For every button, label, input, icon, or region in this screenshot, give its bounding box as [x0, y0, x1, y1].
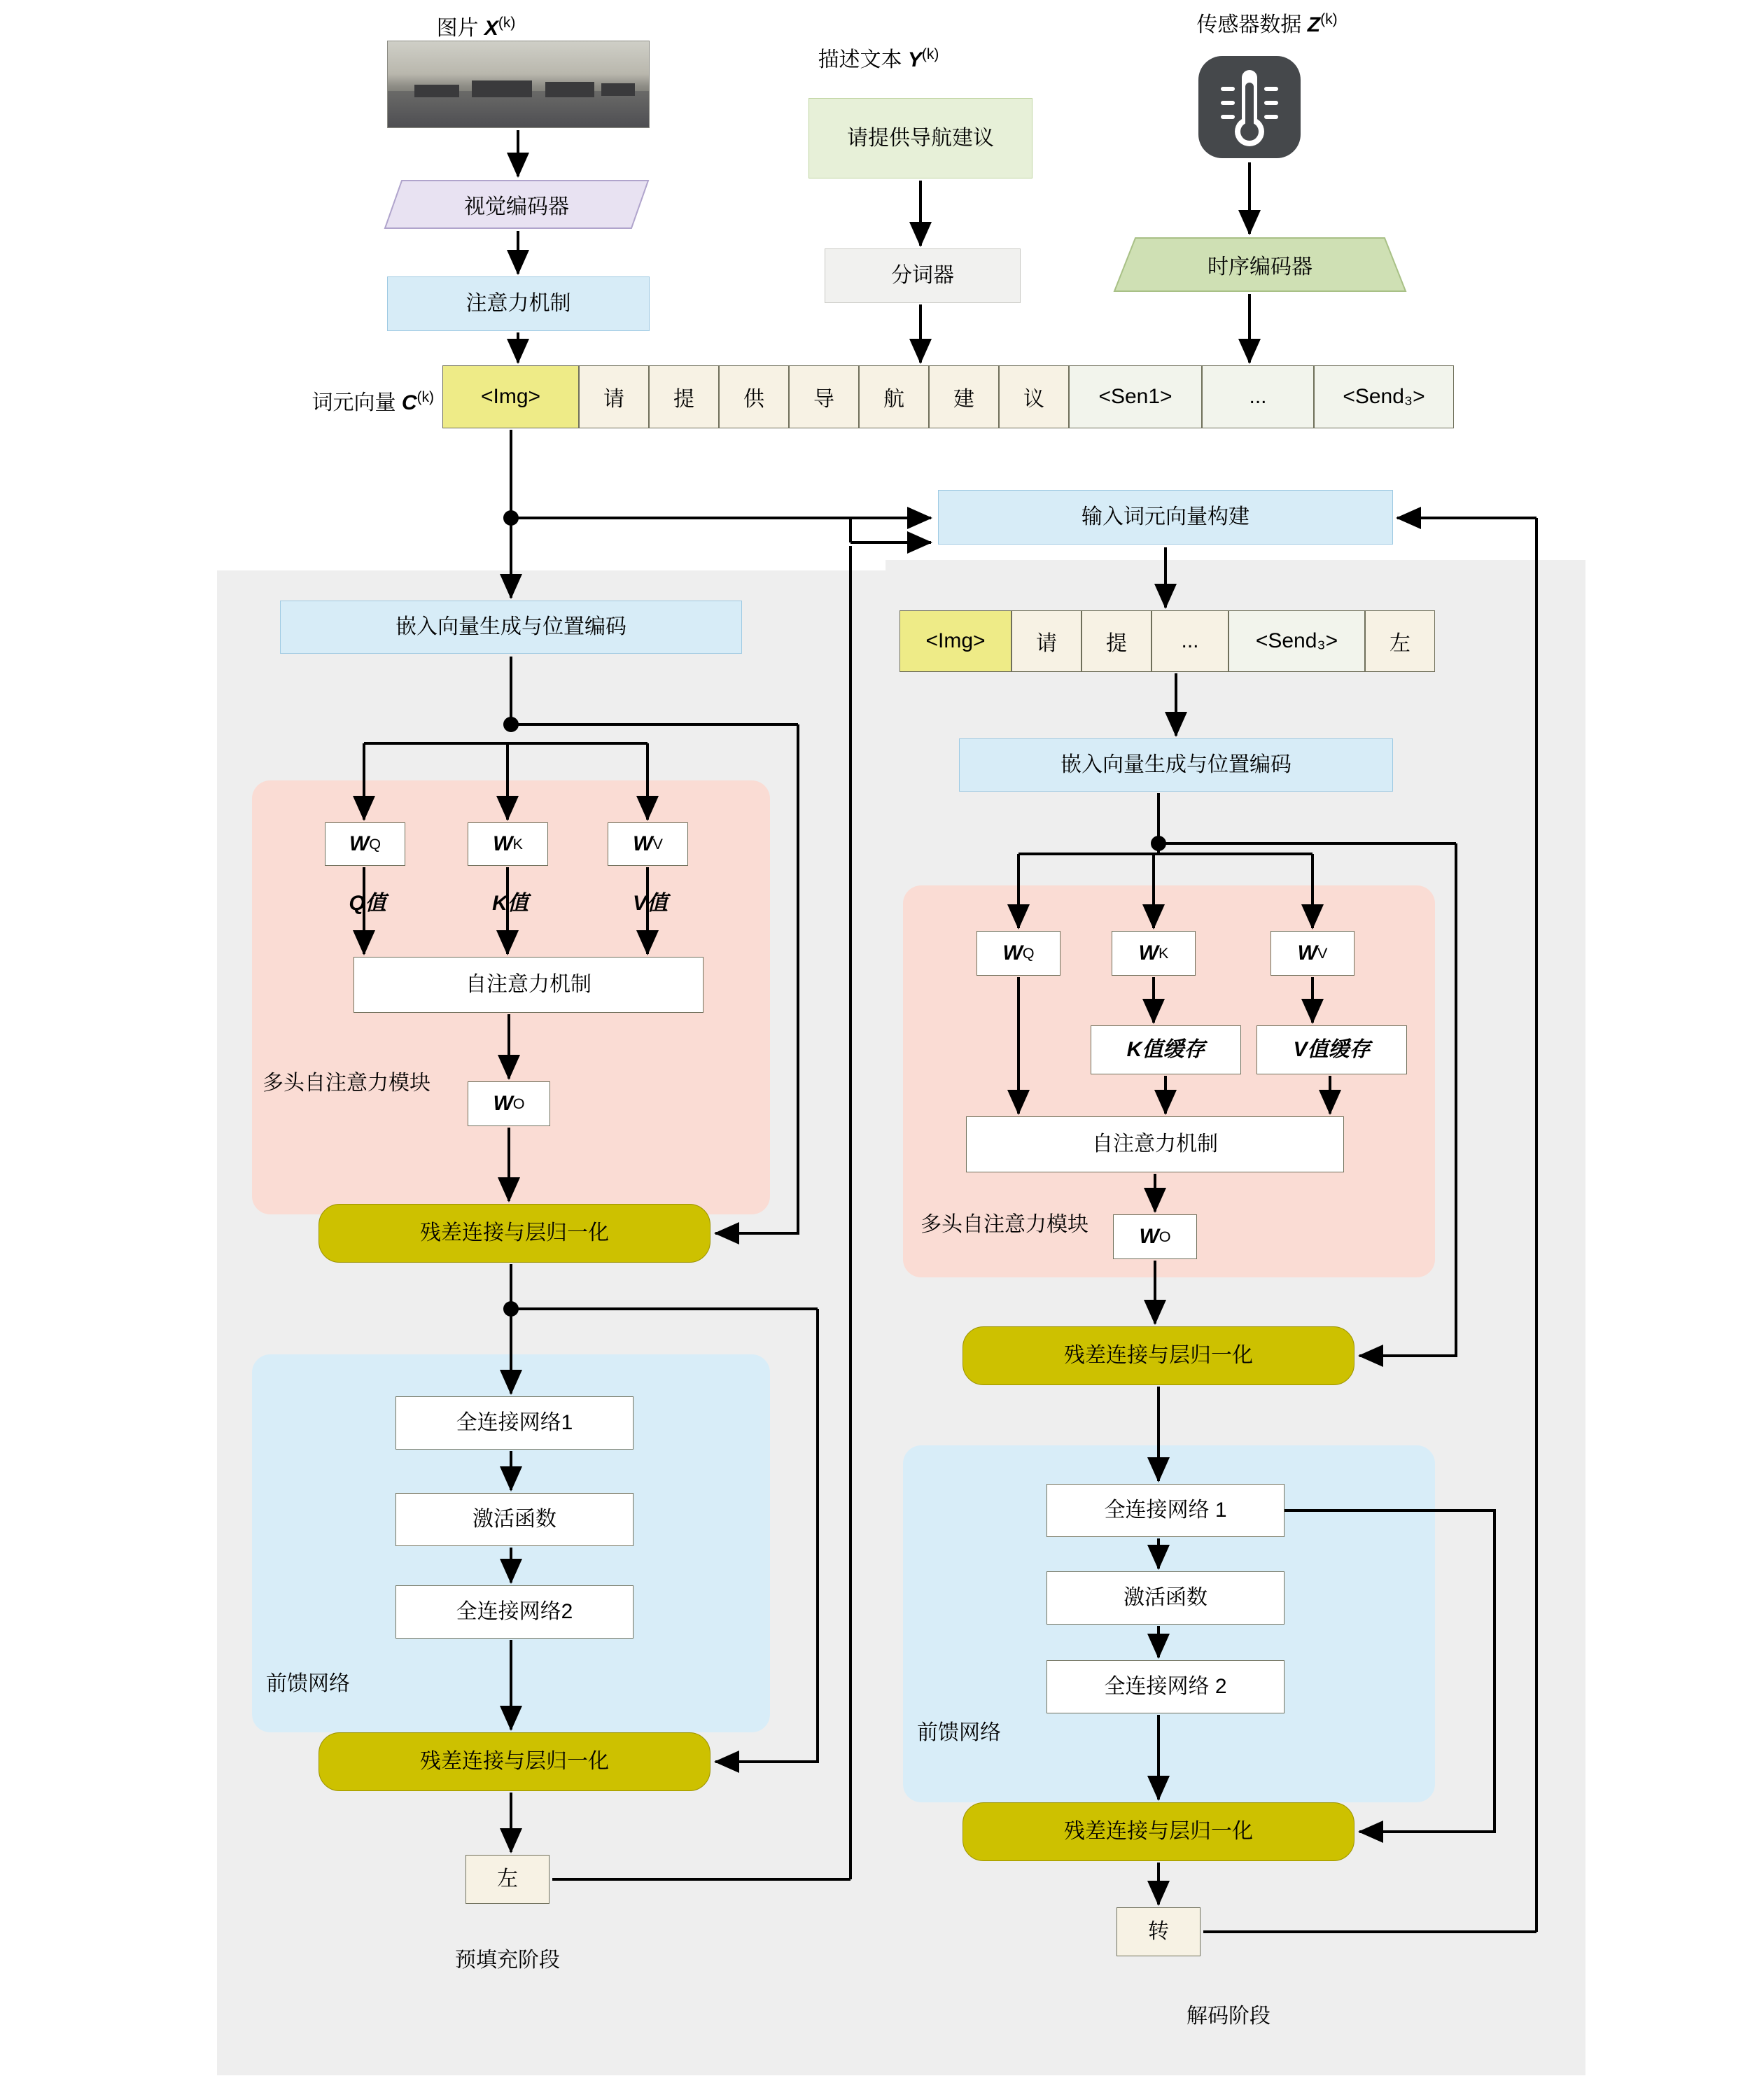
tokenizer-box: 分词器 — [825, 248, 1021, 303]
decode-k-cache-box: K值缓存 — [1091, 1025, 1241, 1074]
vision-encoder-label: 视觉编码器 — [464, 195, 569, 218]
decode-v-cache-box: V值缓存 — [1256, 1025, 1407, 1074]
prefill-activation-box: 激活函数 — [396, 1493, 634, 1546]
image-ship-4 — [601, 83, 635, 96]
prefill-ffn-block-label: 前馈网络 — [266, 1672, 350, 1695]
token-cell[interactable]: 航 — [859, 365, 929, 428]
decode-token-cell[interactable]: 请 — [1011, 610, 1082, 672]
decode-wv-box: W V — [1270, 931, 1354, 976]
decode-attention-block-label: 多头自注意力模块 — [920, 1213, 1088, 1236]
prefill-q-value-label: Q值 — [349, 892, 386, 915]
input-image-thumbnail — [387, 41, 650, 128]
decode-ffn-block-label: 前馈网络 — [917, 1721, 1001, 1744]
token-cell[interactable]: ... — [1202, 365, 1314, 428]
prefill-fc1-box: 全连接网络1 — [396, 1396, 634, 1450]
prefill-wv-box: W V — [608, 822, 688, 866]
image-ship-2 — [472, 80, 532, 97]
image-ship-1 — [414, 85, 459, 97]
token-vector-label: 词元向量 $C^{(k)}$ — [312, 389, 434, 414]
prefill-k-value-label: K值 — [492, 892, 528, 915]
decode-addnorm-1: 残差连接与层归一化 — [962, 1326, 1354, 1385]
prefill-wk-box: W K — [468, 822, 548, 866]
prefill-output-token[interactable]: 左 — [465, 1855, 550, 1904]
image-input-label: 图片 $X^{(k)}$ — [436, 15, 516, 40]
decode-activation-box: 激活函数 — [1046, 1571, 1284, 1625]
token-cell[interactable]: 提 — [649, 365, 719, 428]
decode-token-cell[interactable]: 提 — [1082, 610, 1152, 672]
image-ship-3 — [545, 82, 594, 97]
text-prompt-box: 请提供导航建议 — [808, 98, 1032, 178]
decode-embedding-box: 嵌入向量生成与位置编码 — [959, 738, 1393, 792]
decode-fc1-box: 全连接网络 1 — [1046, 1484, 1284, 1537]
token-cell[interactable]: 导 — [789, 365, 859, 428]
decode-token-cell[interactable]: ... — [1152, 610, 1228, 672]
decode-wq-box: W Q — [976, 931, 1060, 976]
token-cell[interactable]: <Img> — [442, 365, 579, 428]
prefill-self-attention-box: 自注意力机制 — [354, 957, 704, 1013]
prefill-wq-box: W Q — [325, 822, 405, 866]
temporal-encoder-label: 时序编码器 — [1208, 255, 1312, 279]
vision-encoder-box — [384, 179, 650, 230]
token-cell[interactable]: <Sen1> — [1069, 365, 1202, 428]
decode-token-cell[interactable]: <Img> — [899, 610, 1011, 672]
decode-addnorm-2: 残差连接与层归一化 — [962, 1802, 1354, 1861]
prefill-embedding-box: 嵌入向量生成与位置编码 — [280, 601, 742, 654]
decode-input-build-box: 输入词元向量构建 — [938, 490, 1393, 545]
vision-attention-box: 注意力机制 — [387, 276, 650, 331]
token-cell[interactable]: 供 — [719, 365, 789, 428]
decode-stage-label: 解码阶段 — [1186, 2005, 1270, 2028]
token-cell[interactable]: 请 — [579, 365, 649, 428]
decode-token-cell[interactable]: <Send₃> — [1228, 610, 1365, 672]
sensor-icon — [1197, 55, 1302, 160]
decode-wk-box: W K — [1112, 931, 1196, 976]
prefill-wo-box: W O — [468, 1081, 550, 1126]
token-vector-row — [442, 365, 1454, 428]
decode-fc2-box: 全连接网络 2 — [1046, 1660, 1284, 1713]
decode-self-attention-box: 自注意力机制 — [966, 1116, 1344, 1172]
temporal-encoder-box — [1113, 237, 1407, 293]
token-cell[interactable]: <Send₃> — [1314, 365, 1454, 428]
decode-token-cell[interactable]: 左 — [1365, 610, 1435, 672]
prefill-attention-block-label: 多头自注意力模块 — [262, 1072, 430, 1095]
text-input-label: 描述文本 $Y^{(k)}$ — [818, 46, 939, 71]
prefill-v-value-label: V值 — [632, 892, 668, 915]
token-cell[interactable]: 议 — [999, 365, 1069, 428]
decode-output-token[interactable]: 转 — [1116, 1907, 1200, 1956]
decode-wo-box: W O — [1113, 1214, 1197, 1259]
prefill-addnorm-2: 残差连接与层归一化 — [318, 1732, 710, 1791]
token-cell[interactable]: 建 — [929, 365, 999, 428]
sensor-input-label: 传感器数据 $Z^{(k)}$ — [1196, 11, 1338, 36]
prefill-fc2-box: 全连接网络2 — [396, 1585, 634, 1639]
decode-sequence-row — [899, 610, 1435, 672]
prefill-stage-label: 预填充阶段 — [455, 1949, 560, 1972]
prefill-addnorm-1: 残差连接与层归一化 — [318, 1204, 710, 1263]
